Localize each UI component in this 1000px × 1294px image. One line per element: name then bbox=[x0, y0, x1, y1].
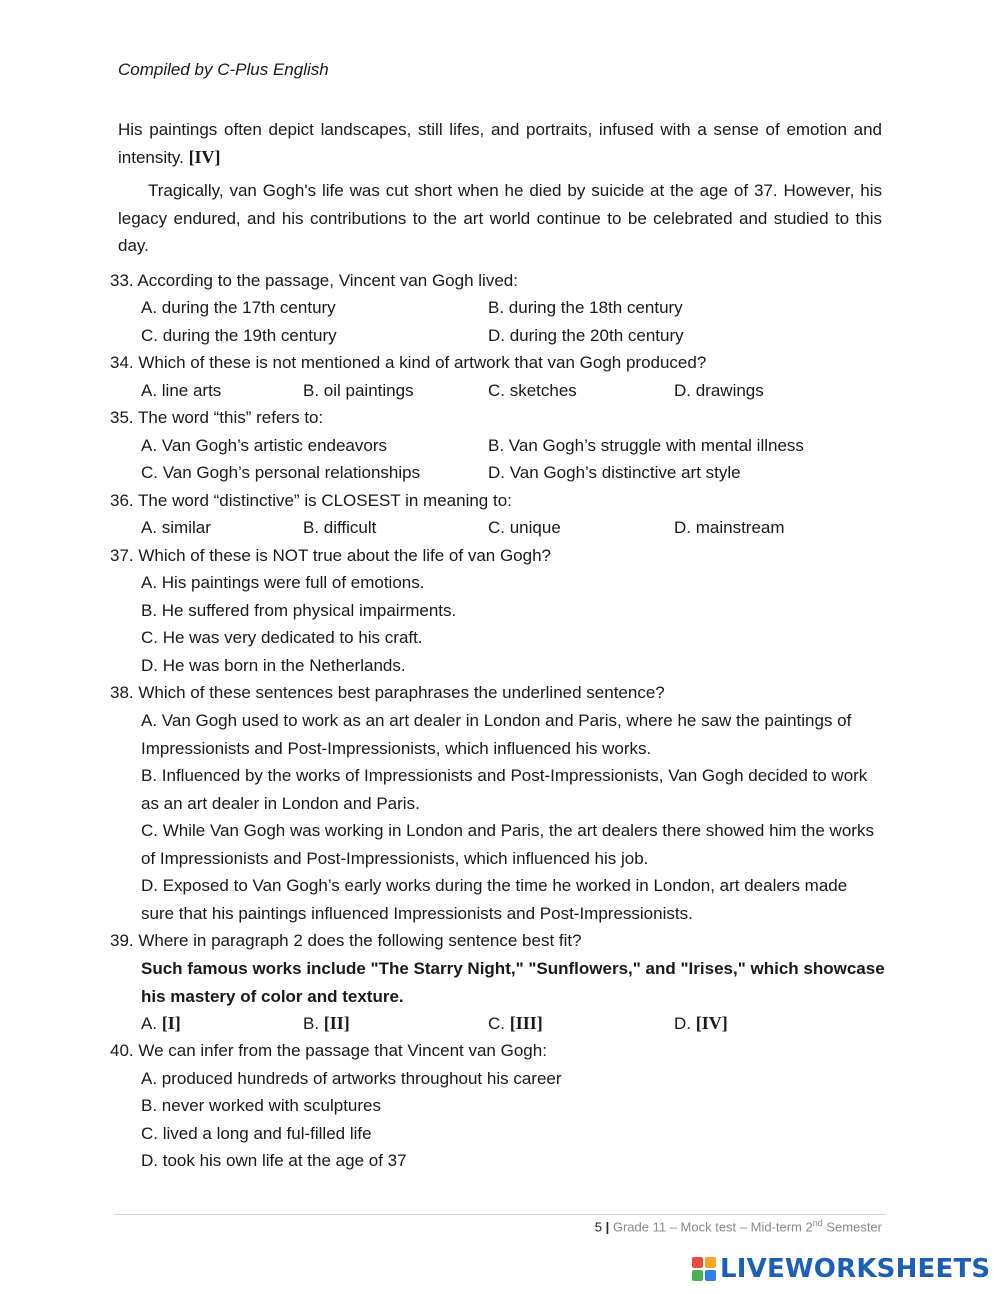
question-37-option-d[interactable]: D. He was born in the Netherlands. bbox=[141, 656, 406, 675]
question-39-option-a[interactable] bbox=[141, 1010, 181, 1038]
logo-square-icon bbox=[705, 1270, 716, 1281]
question-36-option-c[interactable]: C. unique bbox=[488, 518, 561, 537]
page-number: 5 bbox=[594, 1219, 602, 1235]
question-37-option-b[interactable]: B. He suffered from physical impairments. bbox=[141, 601, 457, 620]
passage-p1-marker: [IV] bbox=[188, 146, 221, 167]
logo-text: LIVEWORKSHEETS bbox=[720, 1254, 991, 1284]
question-38-option-a[interactable]: A. Van Gogh used to work as an art dealer in London and Paris, where he saw the paintings of Impressionists and Post-Impressionists, which influenced his works. bbox=[141, 711, 852, 758]
question-34-option-c[interactable]: C. sketches bbox=[488, 381, 577, 400]
question-39-option-c-prefix: C. bbox=[488, 1014, 505, 1033]
footer-superscript: nd bbox=[812, 1218, 823, 1228]
question-39-stem: 39. Where in paragraph 2 does the following sentence best fit? bbox=[110, 931, 582, 950]
page-footer bbox=[595, 1218, 882, 1234]
question-34-option-a[interactable]: A. line arts bbox=[141, 381, 222, 400]
question-40-option-b[interactable]: B. never worked with sculptures bbox=[141, 1096, 381, 1115]
passage-p1-text: His paintings often depict landscapes, still lifes, and portraits, infused with a sense of emotion and intensity. bbox=[118, 120, 882, 167]
question-37-option-a[interactable]: A. His paintings were full of emotions. bbox=[141, 573, 425, 592]
question-38-option-c[interactable]: C. While Van Gogh was working in London and Paris, the art dealers there showed him the works of Impressionists and Post-Impressionists, which influenced his job. bbox=[141, 821, 874, 868]
question-36-stem: 36. The word “distinctive” is CLOSEST in meaning to: bbox=[110, 491, 512, 510]
footer-divider bbox=[114, 1214, 886, 1215]
question-35-option-c[interactable]: C. Van Gogh’s personal relationships bbox=[141, 463, 421, 482]
question-38-option-d[interactable]: D. Exposed to Van Gogh’s early works during the time he worked in London, art dealers made sure that his paintings influenced Impressionists and Post-Impressionists. bbox=[141, 876, 848, 923]
question-35-option-d[interactable]: D. Van Gogh’s distinctive art style bbox=[488, 463, 741, 482]
logo-square-icon bbox=[692, 1257, 703, 1268]
question-34-option-d[interactable]: D. drawings bbox=[674, 381, 764, 400]
footer-separator: | bbox=[605, 1219, 610, 1235]
logo-grid-icon bbox=[692, 1257, 716, 1281]
question-37-stem: 37. Which of these is NOT true about the life of van Gogh? bbox=[110, 546, 551, 565]
question-39-option-b[interactable] bbox=[303, 1010, 350, 1038]
compiled-by-header: Compiled by C-Plus English bbox=[118, 60, 329, 79]
question-33-option-b[interactable]: B. during the 18th century bbox=[488, 298, 683, 317]
question-39-option-c[interactable] bbox=[488, 1010, 543, 1038]
question-40-option-a[interactable]: A. produced hundreds of artworks throughout his career bbox=[141, 1069, 562, 1088]
footer-text-after: Semester bbox=[822, 1219, 882, 1235]
question-34-option-b[interactable]: B. oil paintings bbox=[303, 381, 414, 400]
question-39-option-d-prefix: D. bbox=[674, 1014, 691, 1033]
question-39-option-d-mark: [IV] bbox=[695, 1013, 728, 1033]
question-37-option-c[interactable]: C. He was very dedicated to his craft. bbox=[141, 628, 423, 647]
question-39-option-b-mark: [II] bbox=[323, 1013, 350, 1033]
question-39-option-a-prefix: A. bbox=[141, 1014, 158, 1033]
question-34-stem: 34. Which of these is not mentioned a kind of artwork that van Gogh produced? bbox=[110, 353, 707, 372]
question-36-option-a[interactable]: A. similar bbox=[141, 518, 211, 537]
question-36-option-b[interactable]: B. difficult bbox=[303, 518, 377, 537]
liveworksheets-logo[interactable] bbox=[692, 1254, 990, 1284]
question-40-option-c[interactable]: C. lived a long and ful-filled life bbox=[141, 1124, 372, 1143]
question-40-stem: 40. We can infer from the passage that Vincent van Gogh: bbox=[110, 1041, 547, 1060]
question-39-sentence: Such famous works include "The Starry Night," "Sunflowers," and "Irises," which showcase his mastery of color and texture. bbox=[141, 959, 885, 1006]
logo-square-icon bbox=[705, 1257, 716, 1268]
question-33-option-d[interactable]: D. during the 20th century bbox=[488, 326, 684, 345]
question-39-option-b-prefix: B. bbox=[303, 1014, 320, 1033]
question-38-stem: 38. Which of these sentences best paraphrases the underlined sentence? bbox=[110, 683, 665, 702]
question-35-option-a[interactable]: A. Van Gogh’s artistic endeavors bbox=[141, 436, 388, 455]
question-39-option-c-mark: [III] bbox=[509, 1013, 543, 1033]
question-38-option-b[interactable]: B. Influenced by the works of Impressionists and Post-Impressionists, Van Gogh decided to work as an art dealer in London and Paris. bbox=[141, 766, 868, 813]
question-33-stem: 33. According to the passage, Vincent van Gogh lived: bbox=[110, 271, 518, 290]
question-39-option-a-mark: [I] bbox=[161, 1013, 181, 1033]
footer-text: Grade 11 – Mock test – Mid-term 2 bbox=[612, 1219, 813, 1235]
logo-square-icon bbox=[692, 1270, 703, 1281]
question-36-option-d[interactable]: D. mainstream bbox=[674, 518, 785, 537]
question-35-option-b[interactable]: B. Van Gogh’s struggle with mental illness bbox=[488, 436, 804, 455]
question-33-option-a[interactable]: A. during the 17th century bbox=[141, 298, 336, 317]
passage-paragraph-2: Tragically, van Gogh's life was cut short when he died by suicide at the age of 37. However, his legacy endured, and his contributions to the art world continue to be celebrated and studied to this day. bbox=[118, 181, 882, 255]
question-33-option-c[interactable]: C. during the 19th century bbox=[141, 326, 337, 345]
question-35-stem: 35. The word “this” refers to: bbox=[110, 408, 324, 427]
passage-paragraph-1 bbox=[118, 116, 882, 171]
question-40-option-d[interactable]: D. took his own life at the age of 37 bbox=[141, 1151, 407, 1170]
question-39-option-d[interactable] bbox=[674, 1010, 728, 1038]
